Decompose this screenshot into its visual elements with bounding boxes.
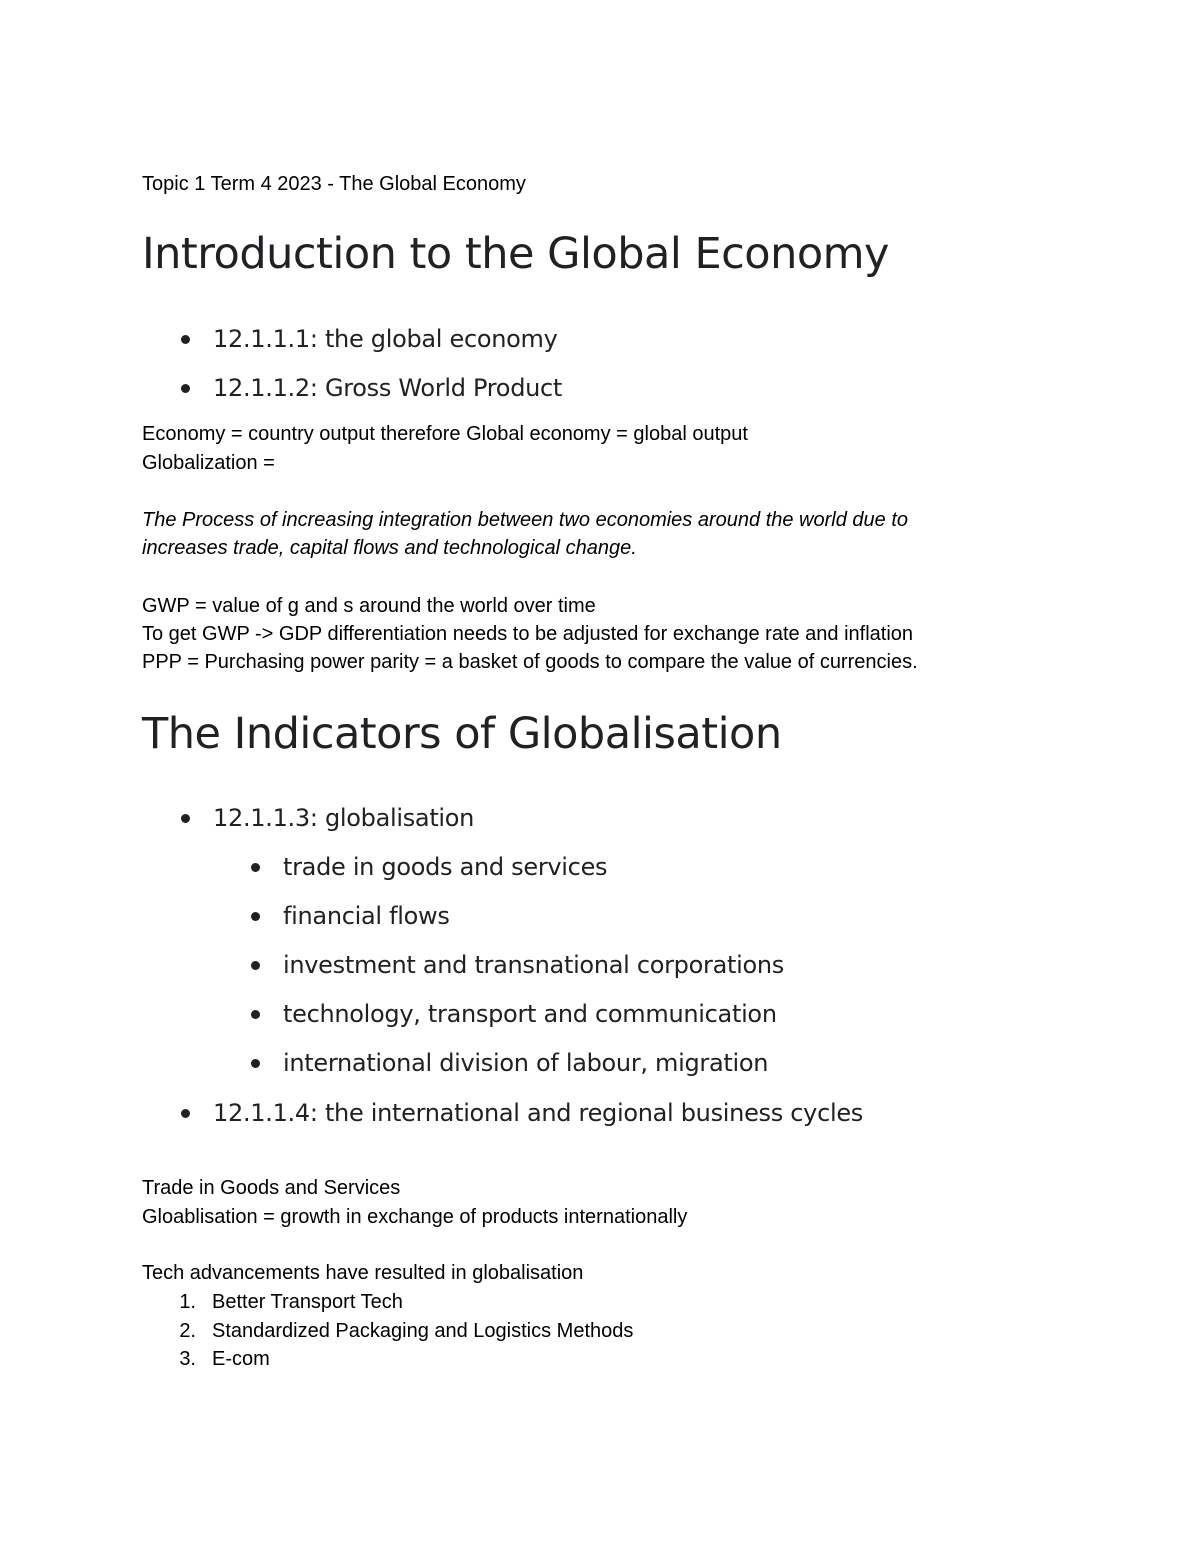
bullet-dot-icon bbox=[181, 335, 190, 344]
list-text: E-com bbox=[212, 1348, 270, 1370]
italic-definition-line: increases trade, capital flows and technological change. bbox=[142, 537, 637, 559]
bullet-dot-icon bbox=[251, 1059, 260, 1068]
bullet-dot-icon bbox=[251, 1010, 260, 1019]
list-text: Standardized Packaging and Logistics Methods bbox=[212, 1320, 634, 1342]
bullet-item bbox=[213, 372, 562, 404]
sub-bullet-text: financial flows bbox=[283, 902, 450, 930]
sub-bullet-item bbox=[283, 949, 784, 981]
bullet-text: 12.1.1.3: globalisation bbox=[213, 804, 475, 832]
text-line: Trade in Goods and Services bbox=[142, 1177, 401, 1199]
bullet-item bbox=[213, 802, 474, 834]
text-line: Globalization = bbox=[142, 452, 275, 474]
text-line: PPP = Purchasing power parity = a basket of goods to compare the value of currencies. bbox=[142, 651, 918, 673]
document-title: Topic 1 Term 4 2023 - The Global Economy bbox=[142, 173, 526, 195]
list-number: 1. bbox=[179, 1291, 196, 1313]
list-text: Better Transport Tech bbox=[212, 1291, 403, 1313]
bullet-item bbox=[213, 323, 558, 355]
list-number: 2. bbox=[179, 1320, 196, 1342]
sub-bullet-item bbox=[283, 900, 450, 932]
sub-bullet-text: technology, transport and communication bbox=[283, 1000, 777, 1028]
bullet-text: 12.1.1.1: the global economy bbox=[213, 325, 558, 353]
sub-bullet-text: trade in goods and services bbox=[283, 853, 608, 881]
sub-bullet-text: international division of labour, migration bbox=[283, 1049, 769, 1077]
sub-bullet-item bbox=[283, 998, 777, 1030]
list-number: 3. bbox=[179, 1348, 196, 1370]
text-line: To get GWP -> GDP differentiation needs to be adjusted for exchange rate and inflation bbox=[142, 623, 914, 645]
sub-bullet-item bbox=[283, 1047, 768, 1079]
italic-definition-line: The Process of increasing integration between two economies around the world due to bbox=[142, 509, 909, 531]
text-line: Economy = country output therefore Global economy = global output bbox=[142, 423, 748, 445]
section-heading-introduction: Introduction to the Global Economy bbox=[142, 229, 889, 279]
bullet-dot-icon bbox=[181, 1109, 190, 1118]
text-line: Tech advancements have resulted in globalisation bbox=[142, 1262, 584, 1284]
bullet-text: 12.1.1.2: Gross World Product bbox=[213, 374, 563, 402]
bullet-dot-icon bbox=[181, 814, 190, 823]
sub-bullet-item bbox=[283, 851, 607, 883]
section-heading-indicators: The Indicators of Globalisation bbox=[142, 709, 782, 759]
text-line: Gloablisation = growth in exchange of products internationally bbox=[142, 1206, 688, 1228]
text-line: GWP = value of g and s around the world over time bbox=[142, 595, 596, 617]
bullet-dot-icon bbox=[181, 384, 190, 393]
bullet-text: 12.1.1.4: the international and regional business cycles bbox=[213, 1099, 864, 1127]
bullet-dot-icon bbox=[251, 961, 260, 970]
bullet-dot-icon bbox=[251, 863, 260, 872]
sub-bullet-text: investment and transnational corporations bbox=[283, 951, 784, 979]
bullet-item bbox=[213, 1097, 863, 1129]
bullet-dot-icon bbox=[251, 912, 260, 921]
